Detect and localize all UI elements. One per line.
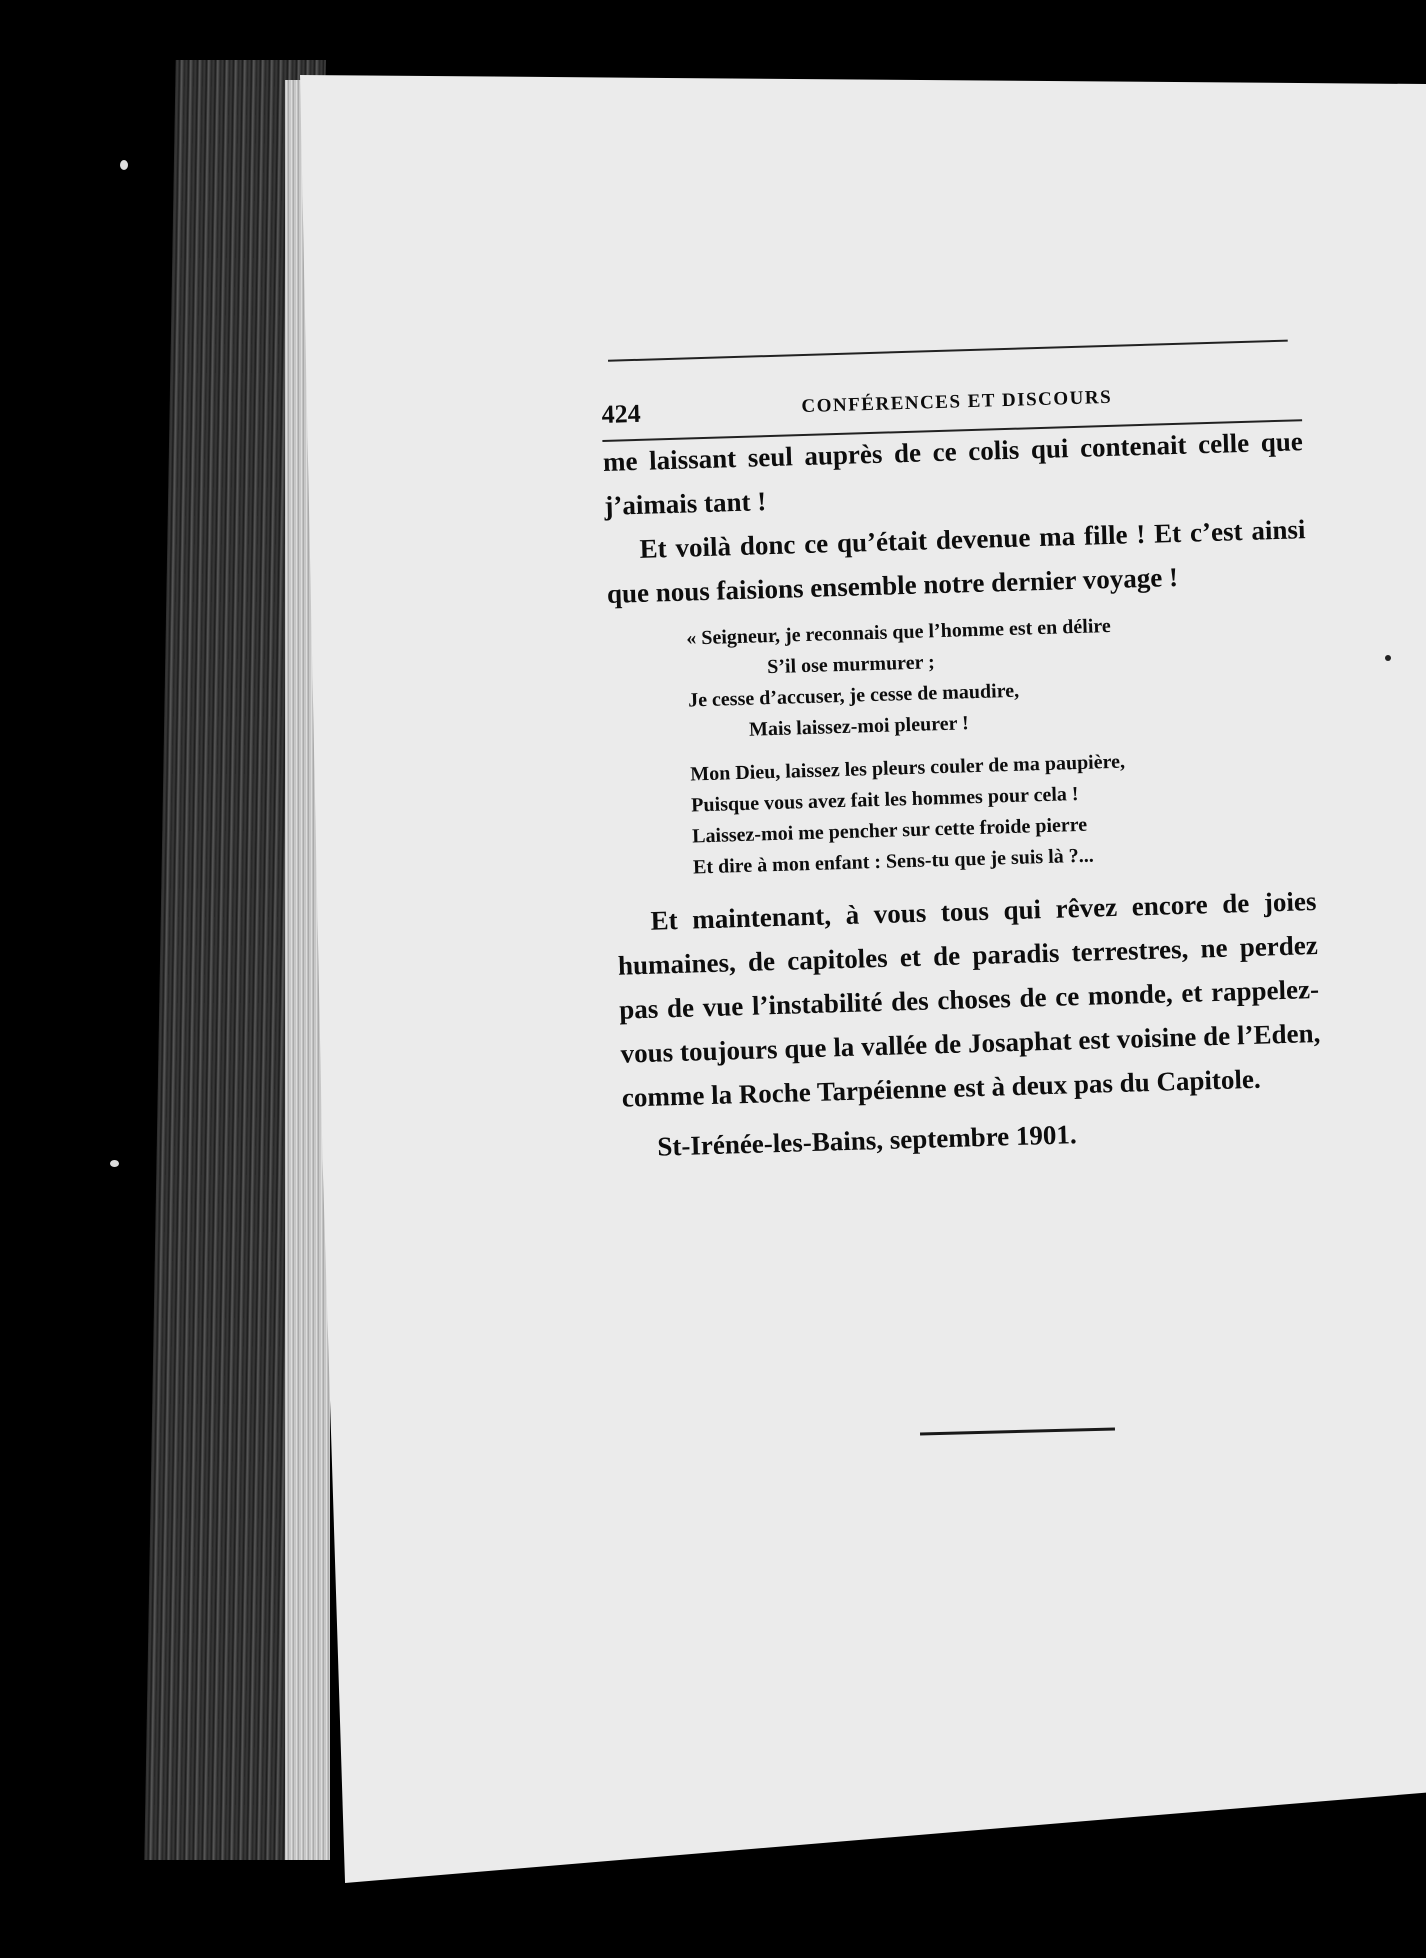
poem-line: Mais laissez-moi pleurer ! [748, 712, 970, 741]
poem-line: S’il ose murmurer ; [766, 651, 936, 679]
dust-speck [120, 160, 128, 170]
dateline: St-Irénée-les-Bains, septembre 1901. [656, 1119, 1078, 1162]
poem-line: Mon Dieu, laissez les pleurs couler de ma paupière, [690, 750, 1126, 786]
poem-line: Je cesse d’accuser, je cesse de maudire, [687, 679, 1020, 712]
paragraph: Et maintenant, à vous tous qui rêvez encore de joies humaines, de capitoles et de paradis terrestres, ne perdez pas de vue l’instabilité des choses de ce monde, et rappelez-vous toujours que la vallée de Josaphat est voisine de l’Eden, comme la Roche Tarpéienne est à deux pas du Capitole. [617, 885, 1321, 1113]
dust-speck [110, 1160, 119, 1167]
paragraph: Et voilà donc ce qu’était devenue ma fille ! Et c’est ainsi que nous faisions ensemble notre dernier voyage ! [606, 514, 1306, 609]
running-head-title: CONFÉRENCES ET DISCOURS [801, 386, 1113, 418]
paragraph: me laissant seul auprès de ce colis qui contenait celle que j’aimais tant ! [602, 426, 1304, 521]
body-text [602, 419, 1323, 1169]
poem-line: Et dire à mon enfant : Sens-tu que je suis là ?... [692, 844, 1095, 879]
page-number: 424 [601, 398, 642, 429]
poem-line: Laissez-moi me pencher sur cette froide pierre [691, 813, 1088, 848]
poem-quote [608, 605, 1315, 886]
dust-speck [1385, 655, 1391, 661]
poem-line: Puisque vous avez fait les hommes pour cela ! [690, 783, 1079, 817]
poem-line: « Seigneur, je reconnais que l’homme est en délire [685, 614, 1112, 650]
